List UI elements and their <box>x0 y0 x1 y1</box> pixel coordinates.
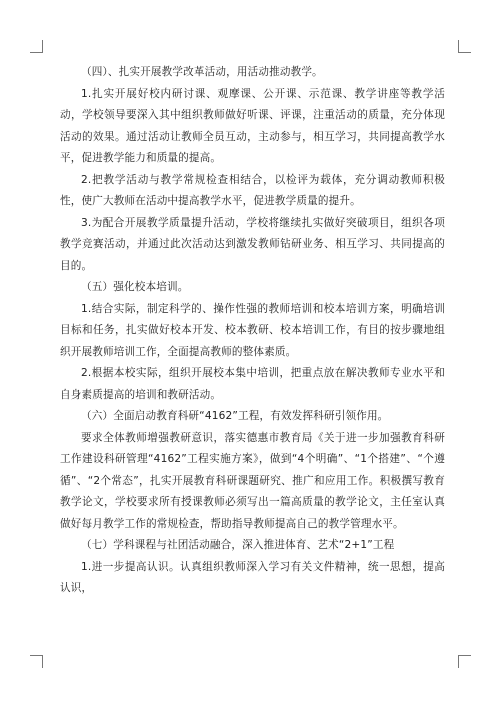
paragraph: 3.为配合开展教学质量提升活动，学校将继续扎实做好突破项目，组织各项教学竞赛活动，并通过此次活动达到激发教师钻研业务、相互学习、共同提高的目的。 <box>60 216 445 272</box>
crop-mark-bottom-left <box>30 655 43 668</box>
section-heading-5: （五）强化校本培训。 <box>81 281 189 293</box>
crop-mark-top-left <box>30 40 43 53</box>
paragraph: 2.把教学活动与教学常规检查相结合，以检评为载体，充分调动教师积极性，使广大教师在活动中提高教学水平，促进教学质量的提升。 <box>60 173 445 207</box>
paragraph: 1.扎实开展好校内研讨课、观摩课、公开课、示范课、教学讲座等教学活动，学校领导要深入其中组织教师做好听课、评课，注重活动的质量，充分体现活动的效果。通过活动让教师全员互动，主动参与，相互学习，共同提高教学水平，促进教学能力和质量的提高。 <box>60 87 445 164</box>
paragraph: 1.结合实际，制定科学的、操作性强的教师培训和校本培训方案，明确培训目标和任务，扎实做好校本开发、校本教研、校本培训工作，有目的按步骤地组织开展教师培训工作，全面提高教师的整体素质。 <box>60 302 445 358</box>
paragraph: 1.进一步提高认识。认真组织教师深入学习有关文件精神，统一思想，提高认识， <box>60 560 445 594</box>
section-heading-6: （六）全面启动教育科研“4162”工程，有效发挥科研引领作用。 <box>81 410 389 422</box>
crop-mark-bottom-right <box>458 655 471 668</box>
paragraph: 2.根据本校实际，组织开展校本集中培训，把重点放在解决教师专业水平和自身素质提高的培训和教研活动。 <box>60 367 445 401</box>
document-body <box>60 62 445 600</box>
paragraph: 要求全体教师增强教研意识，落实德惠市教育局《关于进一步加强教育科研工作建设科研管理“4162”工程实施方案》，做到“4个明确”、“1个搭建”、“个遵循”、“2个常态”，扎实开展教育科研课题研究、推广和应用工作。积极撰写教育教学论文，学校要求所有授课教师必须写出一篇高质量的教学论文，主任室认真做好每月教学工作的常规检查，帮助指导教师提高自己的教学管理水平。 <box>60 431 445 530</box>
crop-mark-top-right <box>458 40 471 53</box>
section-heading-7: （七）学科课程与社团活动融合，深入推进体育、艺术“2+1”工程 <box>81 539 395 551</box>
section-heading-4: （四）、扎实开展教学改革活动，用活动推动教学。 <box>81 66 323 78</box>
